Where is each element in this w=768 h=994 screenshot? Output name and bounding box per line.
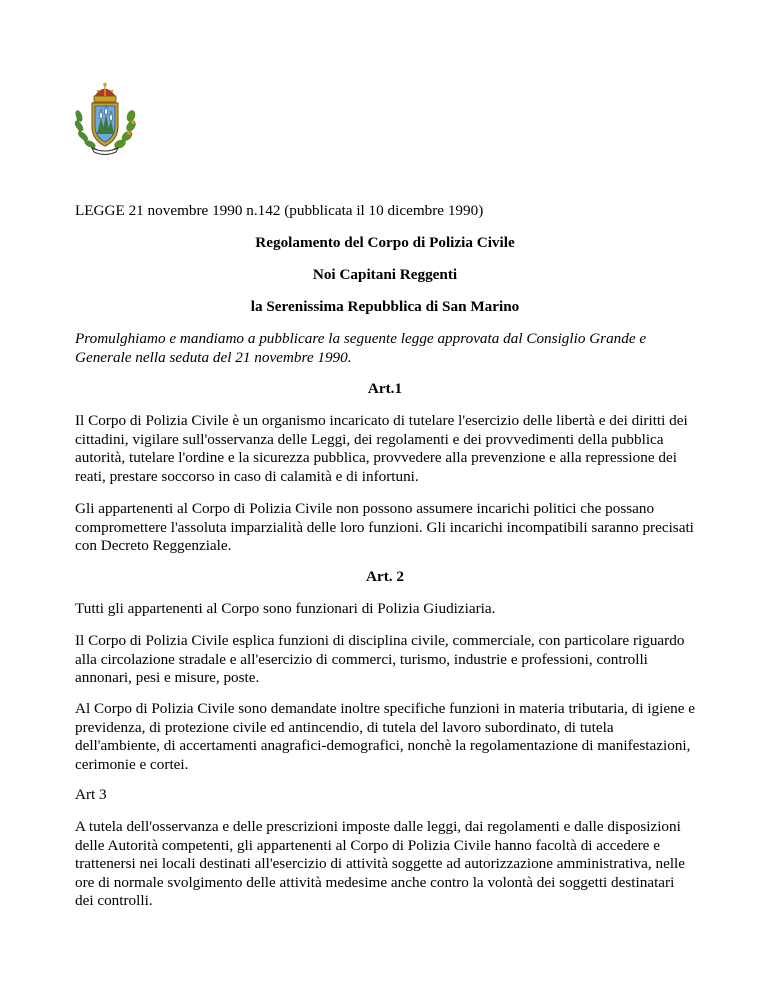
article-paragraph: Il Corpo di Polizia Civile è un organismo incaricato di tutelare l'esercizio delle libertà e dei diritti dei cittadini, vigilare sull'osservanza delle Leggi, dei regolamenti e dei provvedimenti della pubblica autorità, tutelare l'ordine e la sicurezza pubblica, provvedere alla prevenzione e alla repressione dei reati, prestare soccorso in caso di calamità e di infortuni. — [75, 412, 688, 485]
law-reference: LEGGE 21 novembre 1990 n.142 (pubblicata il 10 dicembre 1990) — [75, 202, 484, 219]
document-title: Regolamento del Corpo di Polizia Civile — [255, 234, 515, 251]
article-heading: Art. 2 — [366, 568, 404, 585]
article-paragraph: Gli appartenenti al Corpo di Polizia Civile non possono assumere incarichi politici che possano compromettere l'assoluta imparzialità delle loro funzioni. Gli incarichi incompatibili saranno precisati con Decreto Reggenziale. — [75, 500, 694, 554]
article-paragraph: Al Corpo di Polizia Civile sono demandate inoltre specifiche funzioni in materia tributaria, di igiene e previdenza, di protezione civile ed antincendio, di tutela del lavoro subordinato, di tutela dell'ambiente, di accertamenti anagrafici-demografici, nonchè la regolamentazione di manifestazioni, cerimonie e cortei. — [75, 700, 695, 773]
preamble: Promulghiamo e mandiamo a pubblicare la seguente legge approvata dal Consiglio Grande e Generale nella seduta del 21 novembre 1990. — [75, 330, 647, 366]
reggenti-line: Noi Capitani Reggenti — [312, 266, 458, 283]
article-heading: Art 3 — [75, 786, 107, 803]
article-paragraph: Tutti gli appartenenti al Corpo sono funzionari di Polizia Giudiziaria. — [75, 600, 496, 617]
san-marino-coat-of-arms-icon — [70, 82, 140, 156]
article-heading: Art.1 — [367, 380, 403, 397]
article-paragraph: A tutela dell'osservanza e delle prescrizioni imposte dalle leggi, dai regolamenti e dalle disposizioni delle Autorità competenti, gli appartenenti al Corpo di Polizia Civile hanno facoltà di accedere e trattenersi nei locali destinati all'esercizio di attività soggette ad autorizzazione amministrativa, nelle ore di normale svolgimento delle attività medesime anche contro la volontà dei soggetti destinatari dei controlli. — [75, 818, 685, 909]
article-paragraph: Il Corpo di Polizia Civile esplica funzioni di disciplina civile, commerciale, con particolare riguardo alla circolazione stradale e all'esercizio di commerci, turismo, industrie e professioni, controlli annonari, pesi e misure, poste. — [75, 632, 685, 686]
republic-line: la Serenissima Repubblica di San Marino — [250, 298, 520, 315]
